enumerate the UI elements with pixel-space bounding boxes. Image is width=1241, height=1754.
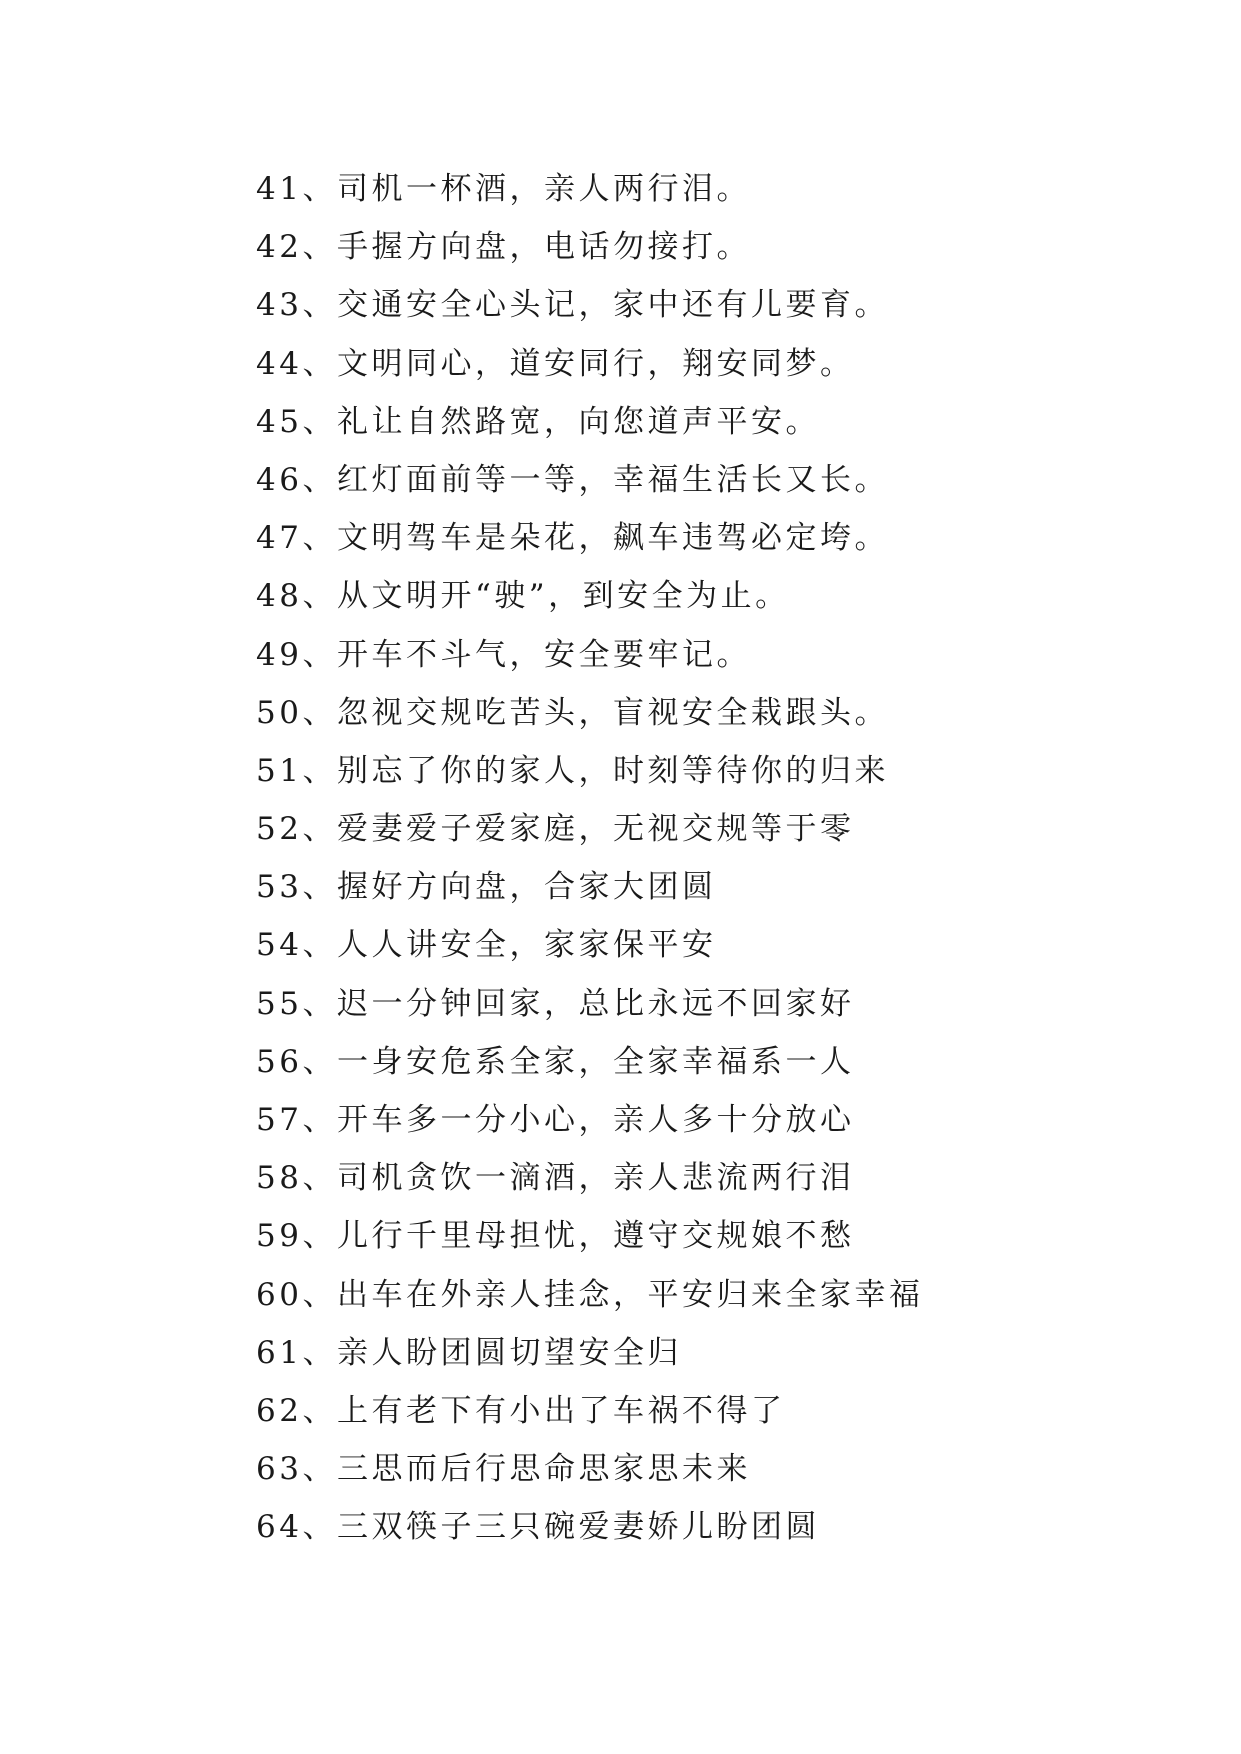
slogan-line: 58、司机贪饮一滴酒，亲人悲流两行泪: [256, 1160, 855, 1197]
slogan-line: 44、文明同心，道安同行，翔安同梦。: [256, 345, 855, 382]
slogan-line: 49、开车不斗气，安全要牢记。: [256, 636, 751, 673]
slogan-line: 60、出车在外亲人挂念，平安归来全家幸福: [256, 1276, 924, 1313]
slogan-line: 54、人人讲安全，家家保平安: [256, 927, 717, 964]
slogan-line: 64、三双筷子三只碗爱妻娇儿盼团圆: [256, 1509, 820, 1546]
slogan-line: 63、三思而后行思命思家思未来: [256, 1451, 751, 1488]
slogan-line: 45、礼让自然路宽，向您道声平安。: [256, 403, 820, 440]
slogan-line: 42、手握方向盘，电话勿接打。: [256, 229, 751, 266]
slogan-line: 48、从文明开“驶”，到安全为止。: [256, 578, 790, 615]
slogan-line: 46、红灯面前等一等，幸福生活长又长。: [256, 461, 889, 498]
slogan-line: 55、迟一分钟回家，总比永远不回家好: [256, 985, 855, 1022]
slogan-line: 41、司机一杯酒，亲人两行泪。: [256, 171, 751, 207]
slogan-line: 57、开车多一分小心，亲人多十分放心: [256, 1102, 855, 1138]
slogan-line: 53、握好方向盘，合家大团圆: [256, 869, 717, 906]
slogan-line: 47、文明驾车是朵花，飙车违驾必定垮。: [256, 520, 889, 557]
slogan-line: 61、亲人盼团圆切望安全归: [256, 1334, 682, 1371]
slogan-line: 52、爱妻爱子爱家庭，无视交规等于零: [256, 811, 855, 848]
slogan-line: 50、忽视交规吃苦头，盲视安全栽跟头。: [256, 694, 889, 731]
slogan-line: 43、交通安全心头记，家中还有儿要育。: [256, 287, 889, 324]
slogan-line: 59、儿行千里母担忧，遵守交规娘不愁: [256, 1218, 855, 1255]
slogan-line: 51、别忘了你的家人，时刻等待你的归来: [256, 752, 889, 789]
slogan-line: 62、上有老下有小出了车祸不得了: [256, 1392, 786, 1429]
slogan-line: 56、一身安危系全家，全家幸福系一人: [256, 1043, 855, 1080]
slogan-list: [256, 160, 1156, 1557]
